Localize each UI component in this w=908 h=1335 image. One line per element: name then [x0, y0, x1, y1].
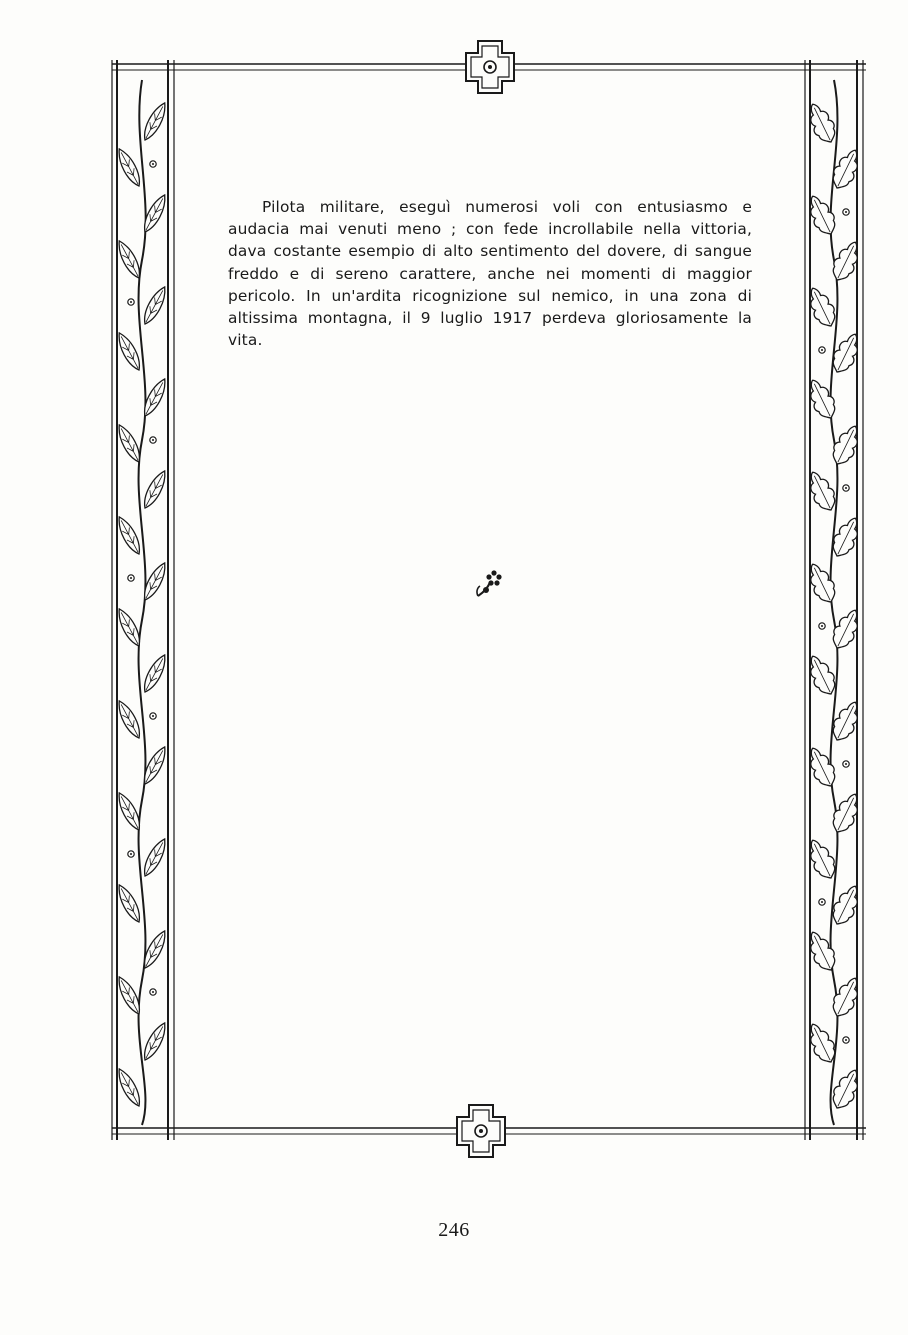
- oak-leaf-icon: [803, 100, 840, 147]
- oak-leaf-icon: [803, 928, 840, 975]
- bottom-ornament-icon: [457, 1105, 505, 1157]
- flower-sprig-icon: [477, 570, 502, 596]
- laurel-vine-border: [114, 80, 170, 1125]
- acorn-icon: [819, 347, 825, 353]
- laurel-leaf-icon: [140, 836, 170, 879]
- berry-icon: [150, 437, 156, 443]
- acorn-icon: [819, 623, 825, 629]
- acorn-icon: [843, 1037, 849, 1043]
- acorn-icon: [843, 209, 849, 215]
- laurel-leaf-icon: [114, 146, 144, 189]
- berry-icon: [150, 161, 156, 167]
- epitaph-paragraph: Pilota militare, eseguì numerosi voli con entusiasmo e audacia mai venuti meno ; con fede incrollabile nella vittoria, dava costante esempio di alto sentimento del dovere, di sangue freddo e di sereno carattere, anche nei momenti di maggior pericolo. In un'ardita ricognizione sul nemico, in una zona di altissima montagna, il 9 luglio 1917 perdeva gloriosamente la vita.: [228, 198, 752, 350]
- acorn-icon: [819, 899, 825, 905]
- laurel-leaf-icon: [140, 468, 170, 511]
- oak-leaf-icon: [803, 744, 840, 791]
- laurel-leaf-icon: [114, 422, 144, 465]
- oak-leaf-icon: [803, 560, 840, 607]
- oak-leaf-icon: [803, 192, 840, 239]
- berry-icon: [150, 713, 156, 719]
- acorn-icon: [843, 485, 849, 491]
- laurel-leaf-icon: [140, 928, 170, 971]
- laurel-leaf-icon: [114, 698, 144, 741]
- page-number: 246: [438, 1219, 470, 1241]
- berry-icon: [128, 851, 134, 857]
- berry-icon: [150, 989, 156, 995]
- oak-leaf-icon: [803, 284, 840, 331]
- oak-leaf-icon: [803, 468, 840, 515]
- oak-leaf-icon: [828, 238, 865, 285]
- oak-leaf-icon: [803, 376, 840, 423]
- oak-leaf-vine-border: [803, 80, 865, 1125]
- acorn-icon: [843, 761, 849, 767]
- laurel-leaf-icon: [140, 284, 170, 327]
- laurel-leaf-icon: [114, 514, 144, 557]
- laurel-leaf-icon: [140, 100, 170, 143]
- berry-icon: [128, 299, 134, 305]
- laurel-leaf-icon: [114, 1066, 144, 1109]
- laurel-leaf-icon: [114, 882, 144, 925]
- laurel-leaf-icon: [140, 652, 170, 695]
- laurel-leaf-icon: [114, 238, 144, 281]
- laurel-leaf-icon: [140, 1020, 170, 1063]
- berry-icon: [128, 575, 134, 581]
- top-ornament-icon: [466, 41, 514, 93]
